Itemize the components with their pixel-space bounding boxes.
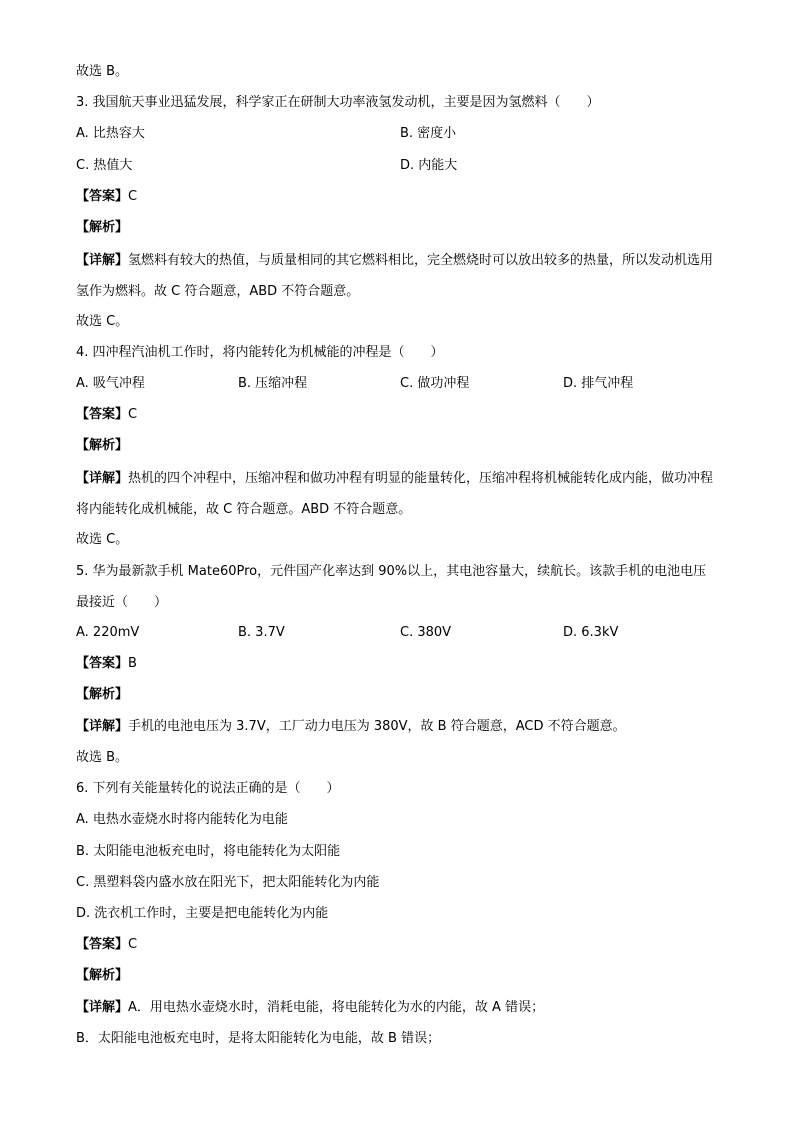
q3-detail [76, 245, 714, 307]
q3-option-a: A. 比热容大 [76, 126, 145, 141]
q6-detail-a [76, 998, 714, 1018]
q6-answer-line [76, 935, 714, 955]
q4-option-b: B. 压缩冲程 [238, 376, 308, 391]
q4-answer: C [128, 407, 138, 422]
q4-option-a: A. 吸气冲程 [76, 376, 145, 391]
q5-option-c: C. 380V [400, 625, 452, 640]
q6-stem: 6. 下列有关能量转化的说法正确的是（ ） [76, 781, 340, 796]
q3-analysis-tag: 【解析】 [76, 220, 129, 235]
detail-tag: 【详解】 [76, 471, 129, 486]
q4-conclusion: 故选 C。 [76, 532, 129, 547]
q3-option-b: B. 密度小 [400, 126, 457, 141]
q5-detail-text: 手机的电池电压为 3.7V，工厂动力电压为 380V，故 B 符合题意，ACD 不符合题意。 [128, 719, 626, 734]
q5-stem: 5. 华为最新款手机 Mate60Pro，元件国产化率达到 90%以上，其电池容量大，续航长。该款手机的电池电压最接近（ ） [76, 564, 707, 610]
q6-answer: C [128, 937, 138, 952]
detail-tag: 【详解】 [76, 253, 129, 268]
q5-option-b: B. 3.7V [238, 625, 285, 640]
q3-stem: 3. 我国航天事业迅猛发展，科学家正在研制大功率液氢发动机，主要是因为氢燃料（ ） [76, 95, 600, 110]
q6-option-d: D. 洗衣机工作时，主要是把电能转化为内能 [76, 906, 329, 921]
q4-analysis-tag: 【解析】 [76, 438, 129, 453]
q4-detail-text: 热机的四个冲程中，压缩冲程和做功冲程有明显的能量转化，压缩冲程将机械能转化成内能，做功冲程将内能转化成机械能，故 C 符合题意。ABD 不符合题意。 [76, 471, 714, 517]
answer-tag: 【答案】 [76, 937, 129, 952]
q6-option-b: B. 太阳能电池板充电时，将电能转化为太阳能 [76, 844, 341, 859]
q2-conclusion: 故选 B。 [76, 64, 129, 79]
q6-detail-b: B．太阳能电池板充电时，是将太阳能转化为电能，故 B 错误； [76, 1031, 441, 1046]
q4-option-c: C. 做功冲程 [400, 376, 470, 391]
q6-analysis-tag: 【解析】 [76, 968, 129, 983]
q6-option-a: A. 电热水壶烧水时将内能转化为电能 [76, 812, 288, 827]
q4-stem: 4. 四冲程汽油机工作时，将内能转化为机械能的冲程是（ ） [76, 345, 444, 360]
q5-conclusion: 故选 B。 [76, 750, 129, 765]
q5-answer-line [76, 654, 714, 674]
q6-option-c: C. 黑塑料袋内盛水放在阳光下，把太阳能转化为内能 [76, 875, 380, 890]
q4-option-d: D. 排气冲程 [563, 376, 634, 391]
q3-option-d: D. 内能大 [400, 158, 458, 173]
q5-option-a: A. 220mV [76, 625, 140, 640]
q4-detail [76, 463, 714, 525]
q6-detail-a-text: A．用电热水壶烧水时，消耗电能，将电能转化为水的内能，故 A 错误； [128, 1000, 545, 1015]
q3-option-c: C. 热值大 [76, 158, 133, 173]
answer-tag: 【答案】 [76, 407, 129, 422]
q3-answer: C [128, 189, 138, 204]
q3-conclusion: 故选 C。 [76, 314, 129, 329]
q5-detail [76, 717, 714, 737]
detail-tag: 【详解】 [76, 719, 129, 734]
q5-option-d: D. 6.3kV [563, 625, 619, 640]
detail-tag: 【详解】 [76, 1000, 129, 1015]
q3-answer-line [76, 187, 714, 207]
q5-answer: B [128, 656, 137, 671]
answer-tag: 【答案】 [76, 656, 129, 671]
q3-detail-text: 氢燃料有较大的热值，与质量相同的其它燃料相比，完全燃烧时可以放出较多的热量，所以发动机选用氢作为燃料。故 C 符合题意，ABD 不符合题意。 [76, 253, 714, 299]
q4-answer-line [76, 405, 714, 425]
q5-analysis-tag: 【解析】 [76, 687, 129, 702]
answer-tag: 【答案】 [76, 189, 129, 204]
